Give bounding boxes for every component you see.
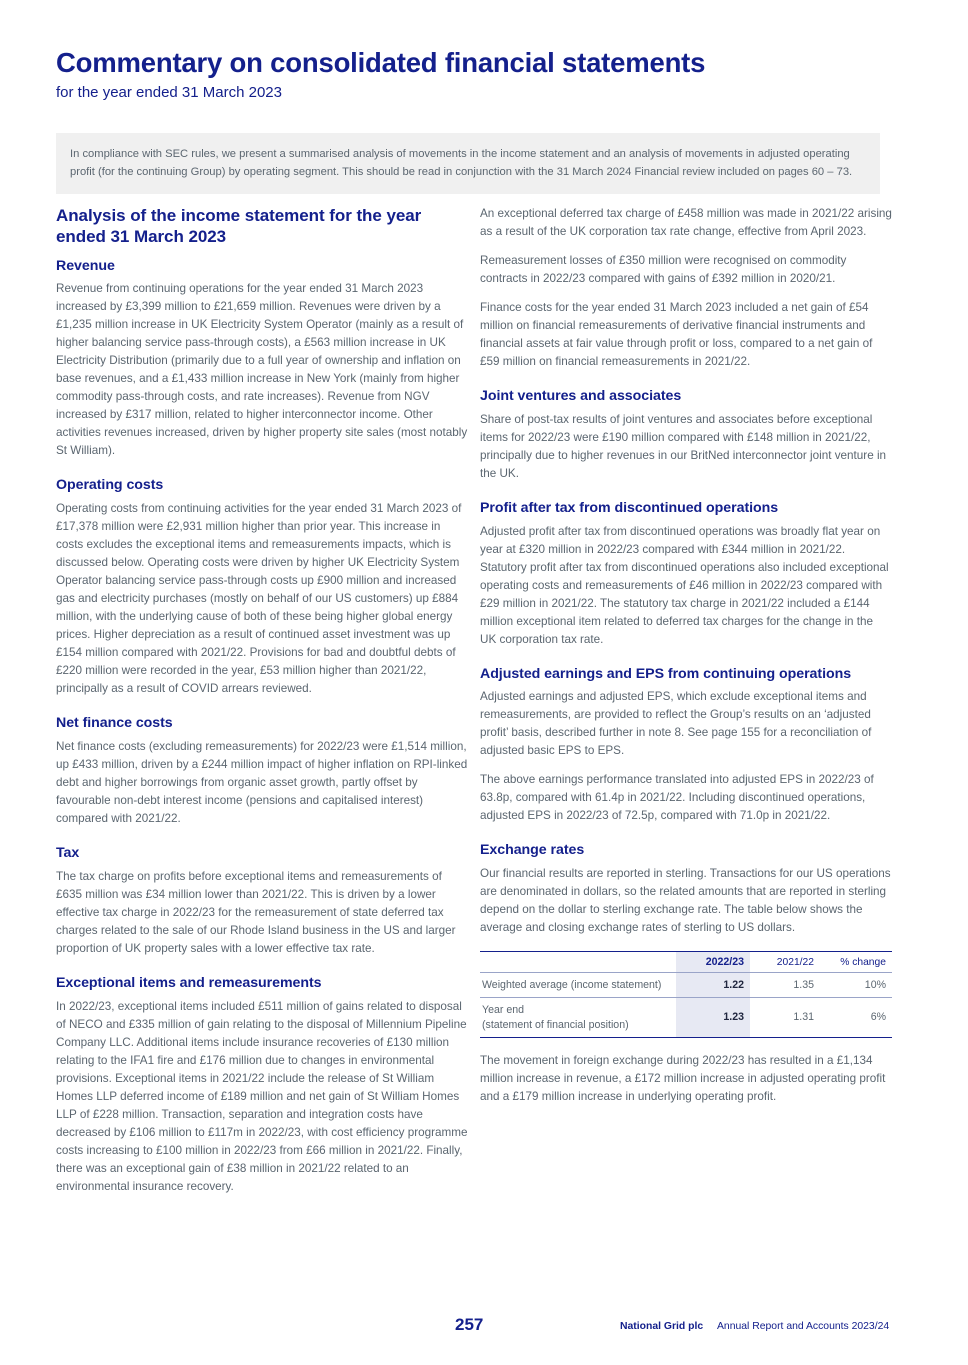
paragraph-adjusted-earnings-1: Adjusted earnings and adjusted EPS, which exclude exceptional items and remeasurements, are provided to reflect the Group’s results on an ‘adjusted profit’ basis, described further in note 8. See page 155 for a reconciliation of adjusted basic EPS to EPS. (480, 690, 872, 758)
cell-weighted-average-change: 10% (820, 973, 892, 998)
intro-callout-text: In compliance with SEC rules, we present a summarised analysis of movements in the income statement and an analysis of movements in adjusted operating profit (for the continuing Group) by operating segment. This should be read in conjunction with the 31 March 2024 Financial review included on pages 60 – 73. (70, 148, 853, 178)
left-column (56, 205, 468, 1196)
row-label-line-2: (statement of financial position) (482, 1018, 629, 1031)
exchange-rates-table (480, 951, 892, 1038)
footer-report-title: Annual Report and Accounts 2023/24 (717, 1321, 890, 1332)
paragraph-fx-movement-note: The movement in foreign exchange during 2022/23 has resulted in a £1,134 million increase in revenue, a £172 million increase in adjusted operating profit and a £179 million increase in underlying operating profit. (480, 1053, 886, 1103)
column-header-metric (480, 952, 676, 973)
heading-revenue: Revenue (56, 257, 115, 274)
heading-exceptional-items: Exceptional items and remeasurements (56, 974, 322, 991)
table-row (480, 973, 892, 998)
page-title: Commentary on consolidated financial statements (56, 47, 706, 78)
paragraph-adjusted-earnings-2: The above earnings performance translated into adjusted EPS in 2022/23 of 63.8p, compared with 61.4p in 2021/22. Including discontinued operations, adjusted EPS in 2022/23 of 72.5p, compared with 71.0p in 2021/22. (480, 773, 874, 823)
table-header-row (480, 952, 892, 973)
paragraph-tax: The tax charge on profits before exceptional items and remeasurements of £635 million was £34 million lower than 2021/22. This is driven by a lower effective tax charge in 2022/23 for the remeasurement of state deferred tax charges related to the sale of our Rhode Island business in the US and larger proportion of UK property sales with a lower effective tax rate. (56, 869, 456, 955)
page-subtitle: for the year ended 31 March 2023 (56, 83, 282, 101)
row-label-weighted-average (480, 973, 676, 998)
heading-discontinued-operations: Profit after tax from discontinued operations (480, 499, 779, 516)
heading-exchange-rates: Exchange rates (480, 842, 585, 859)
row-label-year-end (480, 998, 676, 1038)
heading-joint-ventures: Joint ventures and associates (480, 388, 682, 405)
intro-callout-box (56, 133, 880, 194)
paragraph-operating-costs: Operating costs from continuing activities for the year ended 31 March 2023 of £17,378 million were £2,931 million higher than prior year. This increase in costs excludes the exceptional items and remeasurements impacts, which is discussed below. Operating costs were driven by higher UK Electricity System Operator balancing service pass-through costs up £900 million and increased gas and electricity purchases (mostly on behalf of our US customers) up £884 million, with the underlying cause of both of these being higher global energy prices. Higher depreciation as a result of continued asset investment was up £154 million compared with 2021/22. Provisions for bad and doubtful debts of £220 million were recorded in the year, £53 million higher than 2021/22, principally as a result of COVID arrears reviewed. (56, 502, 462, 696)
heading-net-finance-costs: Net finance costs (56, 715, 173, 732)
paragraph-remeasurement-losses: Remeasurement losses of £350 million were recognised on commodity contracts in 2022/23 compared with gains of £392 million in 2020/21. (480, 254, 847, 286)
footer-page-number: 257 (455, 1315, 484, 1334)
page-header (56, 48, 880, 102)
paragraph-discontinued-operations: Adjusted profit after tax from discontinued operations was broadly flat year on year at £320 million in 2022/23 compared with £344 million in 2021/22. Statutory profit after tax from discontinued operations also included exceptional operating costs and remeasurements of £46 million in 2022/23 compared with £29 million in 2021/22. The statutory tax charge in 2021/22 included a £144 million exceptional item related to deferred tax charges for the change in the UK corporation tax rate. (480, 524, 889, 646)
paragraph-net-finance-costs: Net finance costs (excluding remeasurements) for 2022/23 were £1,514 million, up £433 million, driven by a £244 million impact of higher inflation on RPI-linked debt and higher borrowings from organic asset growth, partly offset by favourable non-debt interest income (pensions and capitalised interest) compared with 2021/22. (56, 740, 468, 826)
paragraph-exceptional-items: In 2022/23, exceptional items included £511 million of gains related to disposal of NECO and £335 million of gain relating to the disposal of Millennium Pipeline Company LLC. Additional items include insurance recoveries of £130 million relating to the IFA1 fire and £176 million due to changes in environmental provisions. Exceptional items in 2021/22 include the release of St William Homes LLP deferred income of £189 million and net gain of St William Homes LLP of £228 million. Transaction, separation and integration costs have decreased by £106 million to £117m in 2022/23, with cost efficiency programme costs increasing to £100 million in 2022/23 from £66 million in 2021/22. Finally, there was an exceptional gain of £38 million in 2021/22 related to an environmental insurance recovery. (56, 999, 468, 1193)
paragraph-deferred-tax-charge: An exceptional deferred tax charge of £458 million was made in 2021/22 arising as a result of the UK corporation tax rate change, effective from April 2023. (480, 207, 892, 239)
right-column (480, 205, 892, 1118)
row-label-line-1: Year end (482, 1004, 525, 1017)
column-header-2021-22: 2021/22 (750, 952, 820, 973)
heading-tax: Tax (56, 845, 80, 862)
footer-company-name: National Grid plc (620, 1321, 704, 1332)
page-footer (0, 1315, 968, 1339)
section-title-income-statement: Analysis of the income statement for the year ended 31 March 2023 (56, 206, 422, 247)
exchange-rates-table-head (480, 952, 892, 973)
cell-weighted-average-2022-23: 1.22 (676, 973, 750, 998)
table-row (480, 998, 892, 1038)
paragraph-finance-costs: Finance costs for the year ended 31 March 2023 included a net gain of £54 million on financial remeasurements of derivative financial instruments and financial assets at fair value through profit or loss, compared to a net gain of £59 million on financial remeasurements in 2021/22. (480, 301, 873, 369)
column-header-percent-change: % change (820, 952, 892, 973)
cell-year-end-2021-22: 1.31 (750, 998, 820, 1038)
cell-year-end-2022-23: 1.23 (676, 998, 750, 1038)
heading-operating-costs: Operating costs (56, 477, 164, 494)
exchange-rates-table-body (480, 973, 892, 1038)
row-label-line-1: Weighted average (income statement) (482, 979, 662, 992)
paragraph-revenue: Revenue from continuing operations for the year ended 31 March 2023 increased by £3,399 million to £21,659 million. Revenues were driven by a £1,235 million increase in UK Electricity System Operator (mainly as a result of higher balancing service pass-through costs), a £563 million increase in UK Electricity Distribution (primarily due to a full year of ownership and inflation on base revenues, and a £1,433 million increase in New York (mainly from higher commodity pass-through costs, and rate increases). Revenue from NGV increased by £317 million, related to higher interconnector income. Other activities revenues increased, driven by higher property site sales (most notably St William). (56, 282, 468, 458)
heading-adjusted-earnings-eps: Adjusted earnings and EPS from continuing operations (480, 665, 852, 682)
cell-weighted-average-2021-22: 1.35 (750, 973, 820, 998)
column-header-2022-23: 2022/23 (676, 952, 750, 973)
cell-year-end-change: 6% (820, 998, 892, 1038)
paragraph-joint-ventures: Share of post-tax results of joint ventures and associates before exceptional items for 2022/23 were £190 million compared with £148 million in 2021/22, principally due to higher revenues in our BritNed interconnector joint venture in the UK. (480, 412, 887, 480)
paragraph-exchange-rates: Our financial results are reported in sterling. Transactions for our US operations are denominated in dollars, so the related amounts that are reported in sterling depend on the dollar to sterling exchange rate. The table below shows the average and closing exchange rates of sterling to US dollars. (480, 866, 891, 935)
